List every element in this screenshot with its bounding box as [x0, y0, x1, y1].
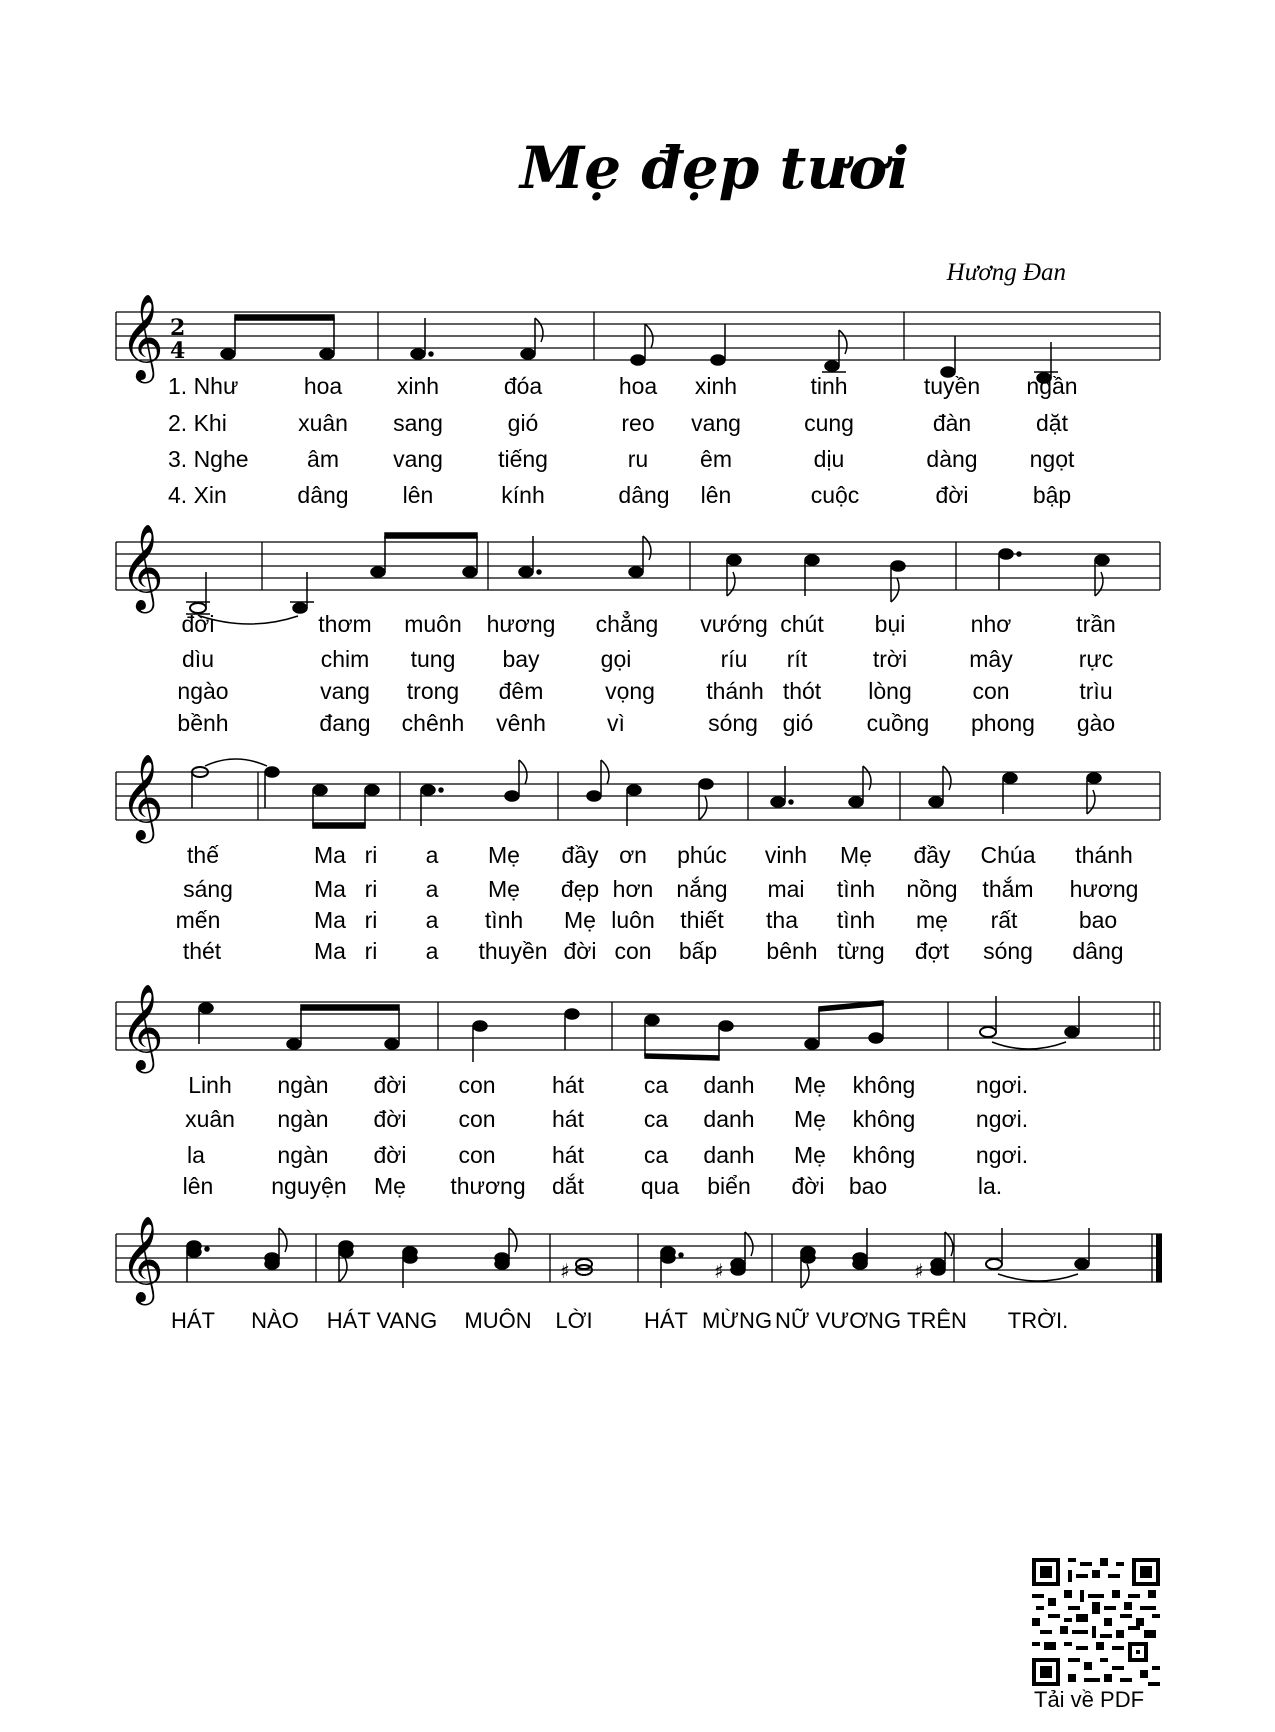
lyric: ca — [643, 1106, 669, 1132]
lyric: a — [425, 938, 439, 964]
lyric: lên — [402, 482, 434, 508]
lyric: la. — [977, 1173, 1003, 1199]
lyric: hương — [486, 611, 556, 637]
lyric: ríu — [720, 646, 748, 672]
lyric: 3. Nghe — [168, 446, 249, 472]
lyric: lên — [700, 482, 732, 508]
lyric: sóng — [708, 710, 758, 736]
lyric: thánh — [706, 678, 764, 704]
treble-clef-icon: 𝄞 — [120, 294, 164, 380]
lyric: dâng — [1072, 938, 1124, 964]
lyric: tinh — [810, 373, 848, 399]
lyric: hương — [1069, 876, 1139, 902]
lyric: muôn — [404, 611, 462, 637]
lyric: Mẹ — [488, 876, 520, 902]
lyric: reo — [621, 410, 655, 436]
lyric: con — [972, 678, 1010, 704]
lyric: vướng — [700, 611, 768, 637]
lyric: hoa — [618, 373, 658, 399]
lyric: hát — [552, 1142, 584, 1168]
lyric: đời — [563, 938, 597, 964]
system-2 — [0, 524, 1275, 750]
lyric: chênh — [401, 710, 465, 736]
lyric: tuyền — [923, 373, 981, 399]
lyric: a — [425, 907, 439, 933]
lyric: đời — [791, 1173, 825, 1199]
lyric: rất — [990, 907, 1018, 933]
lyric: thế — [187, 842, 219, 868]
lyric: dặt — [1036, 410, 1068, 436]
lyric: danh — [703, 1072, 755, 1098]
lyric: Ma — [314, 907, 346, 933]
lyric: đầy — [561, 842, 599, 868]
lyric: ngàn — [277, 1106, 329, 1132]
lyric: nguyện — [271, 1173, 347, 1199]
lyric: Chúa — [980, 842, 1036, 868]
lyric: thét — [182, 938, 222, 964]
sharp-icon: ♯ — [914, 1259, 924, 1283]
system-4 — [0, 984, 1275, 1210]
lyric: sóng — [983, 938, 1033, 964]
lyric: MUÔN — [464, 1308, 532, 1333]
lyric: gió — [507, 410, 539, 436]
lyric: ơn — [619, 842, 647, 868]
lyric: ngàn — [277, 1142, 329, 1168]
lyric: đóa — [503, 373, 543, 399]
lyric: trong — [406, 678, 460, 704]
system-1 — [0, 294, 1275, 540]
time-sig-top: 2 — [170, 315, 186, 341]
lyric: gào — [1076, 710, 1116, 736]
lyric: trời — [872, 646, 908, 672]
lyric: vinh — [764, 842, 808, 868]
system-3 — [0, 754, 1275, 980]
time-sig-bottom: 4 — [170, 338, 186, 364]
lyric: danh — [703, 1106, 755, 1132]
lyric: từng — [837, 938, 885, 964]
lyric: đời — [373, 1106, 407, 1132]
lyric: qua — [640, 1173, 680, 1199]
lyric: ngọt — [1029, 446, 1075, 472]
lyric: thắm — [982, 876, 1034, 902]
lyric: ri — [364, 876, 378, 902]
lyric: Mẹ — [794, 1142, 826, 1168]
lyric: chim — [320, 646, 370, 672]
lyric: ngàn — [277, 1072, 329, 1098]
lyric: xuân — [298, 410, 348, 436]
lyric: Mẹ — [374, 1173, 406, 1199]
lyric: nắng — [676, 876, 728, 902]
lyric: tiếng — [498, 446, 548, 472]
lyric: a — [425, 876, 439, 902]
lyric: thương — [450, 1173, 526, 1199]
lyric: dịu — [813, 446, 845, 472]
treble-clef-icon: 𝄞 — [120, 524, 164, 610]
lyric: vì — [607, 710, 625, 736]
lyric: ri — [364, 938, 378, 964]
lyric: biển — [707, 1173, 751, 1199]
lyric: 1. Như — [168, 373, 239, 399]
lyric: nhơ — [970, 611, 1012, 637]
lyric: xinh — [396, 373, 440, 399]
lyric: bụi — [874, 611, 906, 637]
lyric: dìu — [182, 646, 214, 672]
lyric: đang — [319, 710, 371, 736]
lyric: hát — [552, 1106, 584, 1132]
lyric: bao — [1078, 907, 1118, 933]
treble-clef-icon: 𝄞 — [120, 754, 164, 840]
lyric: Mẹ — [488, 842, 520, 868]
song-title-text: Mẹ đẹp tươi — [520, 134, 910, 202]
lyric: 4. Xin — [168, 482, 227, 508]
sharp-icon: ♯ — [560, 1259, 570, 1283]
lyric: MỪNG — [701, 1308, 773, 1333]
lyric: TRỜI. — [1007, 1308, 1069, 1333]
lyric: luôn — [611, 907, 655, 933]
lyric: thuyền — [478, 938, 548, 964]
lyric: đời — [373, 1142, 407, 1168]
qr-code-icon[interactable] — [1032, 1558, 1160, 1686]
lyric: NỮ VƯƠNG — [774, 1308, 902, 1333]
lyric: trần — [1076, 611, 1116, 637]
lyric: con — [614, 938, 652, 964]
staff-5 — [0, 1216, 1275, 1322]
lyric: chẳng — [595, 611, 659, 637]
lyric: cung — [804, 410, 854, 436]
lyric: bấp — [678, 938, 718, 964]
lyric: con — [458, 1106, 496, 1132]
lyric: thánh — [1075, 842, 1133, 868]
lyric: danh — [703, 1142, 755, 1168]
qr-download-label[interactable]: Tải về PDF — [1034, 1687, 1145, 1712]
lyric: sáng — [183, 876, 233, 902]
lyric: bềnh — [177, 710, 229, 736]
lyric: dâng — [618, 482, 670, 508]
lyric: ngơi. — [975, 1072, 1029, 1098]
lyric: lên — [182, 1173, 214, 1199]
lyric: Mẹ — [794, 1072, 826, 1098]
lyric: âm — [307, 446, 339, 472]
lyric: hoa — [303, 373, 343, 399]
lyric: êm — [700, 446, 732, 472]
lyric: không — [852, 1142, 916, 1168]
lyric: đầy — [913, 842, 951, 868]
lyric: bập — [1032, 482, 1072, 508]
lyric: đẹp — [560, 876, 600, 902]
lyric: kính — [501, 482, 545, 508]
lyric: tha — [766, 907, 798, 933]
lyric: con — [458, 1072, 496, 1098]
lyric: ngơi. — [975, 1106, 1029, 1132]
lyric: vênh — [496, 710, 546, 736]
lyric: Mẹ — [564, 907, 596, 933]
lyric: xuân — [185, 1106, 235, 1132]
lyric: Ma — [314, 938, 346, 964]
lyric: bao — [848, 1173, 888, 1199]
lyric: đêm — [498, 678, 544, 704]
lyric: hơn — [612, 876, 654, 902]
lyric: ngào — [177, 678, 229, 704]
lyric: vang — [691, 410, 741, 436]
lyric: 2. Khi — [168, 410, 227, 436]
lyric: tung — [410, 646, 456, 672]
lyric: mẹ — [916, 907, 948, 933]
lyric: đời — [935, 482, 969, 508]
lyric: HÁT — [171, 1308, 215, 1333]
lyric: mây — [969, 646, 1013, 672]
lyric: phúc — [677, 842, 727, 868]
lyric: thiết — [680, 907, 724, 933]
lyric: Mẹ — [840, 842, 872, 868]
lyric: la — [187, 1142, 205, 1168]
lyric: đợt — [914, 938, 950, 964]
lyric: rít — [786, 646, 808, 672]
lyric: dắt — [552, 1173, 584, 1199]
system-5 — [0, 1216, 1275, 1352]
lyric: ri — [364, 842, 378, 868]
lyric: mến — [175, 907, 221, 933]
final-barline — [1156, 1234, 1162, 1282]
lyric: tình — [484, 907, 524, 933]
lyric: NÀO — [251, 1308, 299, 1333]
lyric: con — [458, 1142, 496, 1168]
lyric: không — [852, 1106, 916, 1132]
lyric: nồng — [906, 876, 958, 902]
lyric: đời — [373, 1072, 407, 1098]
lyric: ri — [364, 907, 378, 933]
lyric: sang — [393, 410, 443, 436]
lyric: dâng — [297, 482, 349, 508]
lyric: vang — [320, 678, 370, 704]
lyric: xinh — [694, 373, 738, 399]
lyric: đời — [181, 611, 215, 637]
lyric: cuồng — [866, 710, 930, 736]
lyric: ca — [643, 1072, 669, 1098]
lyric: rực — [1078, 646, 1114, 672]
lyric: lòng — [868, 678, 912, 704]
lyric: gọi — [600, 646, 632, 672]
lyric: không — [852, 1072, 916, 1098]
lyric: Linh — [188, 1072, 232, 1098]
lyric: tình — [836, 907, 876, 933]
lyric: thót — [782, 678, 822, 704]
lyric: LỜI — [555, 1308, 593, 1333]
lyric: thơm — [318, 611, 372, 637]
lyric: HÁT — [644, 1308, 688, 1333]
treble-clef-icon: 𝄞 — [120, 984, 164, 1070]
lyric: bay — [502, 646, 540, 672]
treble-clef-icon: 𝄞 — [120, 1216, 164, 1302]
composer: Hương Đan — [946, 259, 1066, 286]
lyric: Ma — [314, 876, 346, 902]
lyric: ngơi. — [975, 1142, 1029, 1168]
lyric: vang — [393, 446, 443, 472]
lyric: Ma — [314, 842, 346, 868]
lyric: gió — [782, 710, 814, 736]
song-title — [520, 118, 910, 248]
lyric: đàn — [932, 410, 972, 436]
lyric: dàng — [926, 446, 978, 472]
lyric: ru — [627, 446, 649, 472]
lyric: TRÊN — [907, 1308, 967, 1333]
lyric: bênh — [766, 938, 818, 964]
lyric: ca — [643, 1142, 669, 1168]
lyric: vọng — [605, 678, 655, 704]
lyric: Mẹ — [794, 1106, 826, 1132]
lyric: mai — [767, 876, 805, 902]
lyric: ngần — [1026, 373, 1078, 399]
lyric: tình — [836, 876, 876, 902]
sharp-icon: ♯ — [714, 1259, 724, 1283]
lyric: trìu — [1079, 678, 1113, 704]
lyric: a — [425, 842, 439, 868]
lyric: phong — [971, 710, 1035, 736]
lyric: HÁT VANG — [326, 1308, 438, 1333]
lyric: cuộc — [810, 482, 860, 508]
lyric: chút — [780, 611, 824, 637]
lyric: hát — [552, 1072, 584, 1098]
